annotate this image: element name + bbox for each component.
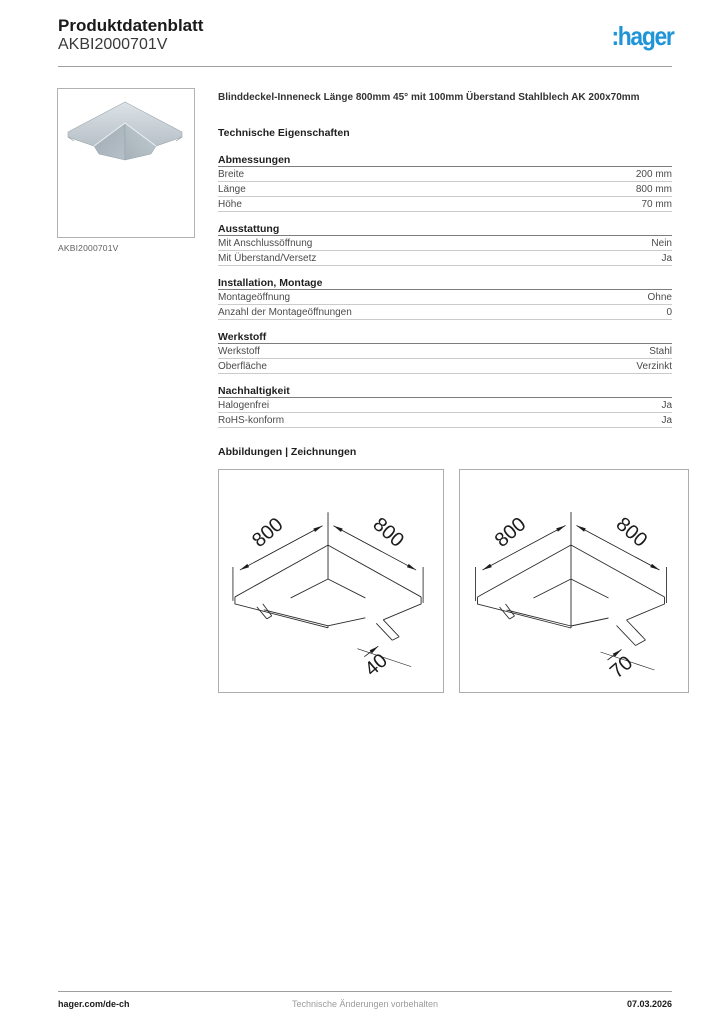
spec-section (218, 224, 672, 266)
spec-row (218, 398, 672, 413)
spec-section-title: Abmessungen (218, 155, 672, 167)
footer-divider (58, 991, 672, 992)
spec-row (218, 236, 672, 251)
article-number: AKBI2000701V (58, 36, 168, 53)
spec-value: Verzinkt (636, 360, 672, 372)
dim-label-right: 800 (368, 513, 408, 552)
spec-label: Mit Anschlussöffnung (218, 237, 313, 249)
dim-label-depth: 70 (605, 651, 638, 684)
header-divider (58, 66, 672, 67)
spec-label: Höhe (218, 198, 242, 210)
footer-url: hager.com/de-ch (58, 999, 130, 1009)
dim-label-left: 800 (490, 513, 531, 552)
spec-row (218, 305, 672, 320)
spec-label: RoHS-konform (218, 414, 285, 426)
spec-row (218, 290, 672, 305)
dim-label-depth: 40 (360, 649, 392, 681)
spec-value: Ja (661, 399, 672, 411)
technical-drawing-1 (218, 469, 444, 693)
spec-section-title: Werkstoff (218, 332, 672, 344)
spec-value: Ja (661, 252, 672, 264)
dim-label-left: 800 (248, 513, 288, 552)
spec-label: Länge (218, 183, 246, 195)
spec-row (218, 344, 672, 359)
spec-row (218, 251, 672, 266)
spec-label: Montageöffnung (218, 291, 291, 303)
spec-value: 800 mm (635, 183, 672, 195)
product-image (57, 88, 195, 238)
hager-logo: :hager (610, 21, 673, 51)
tech-properties-heading: Technische Eigenschaften (218, 127, 350, 139)
spec-row (218, 413, 672, 428)
spec-section (218, 278, 672, 320)
spec-value: Ohne (647, 291, 672, 303)
spec-row (218, 359, 672, 374)
spec-value: 0 (666, 306, 672, 318)
footer-date: 07.03.2026 (626, 999, 672, 1009)
footer-note: Technische Änderungen vorbehalten (291, 999, 439, 1009)
spec-value: Ja (661, 414, 672, 426)
product-title: Blinddeckel-Inneneck Länge 800mm 45° mit 100mm Überstand Stahlblech AK 200x70mm (218, 92, 640, 103)
product-image-caption: AKBI2000701V (58, 243, 119, 253)
page-title: Produktdatenblatt (58, 16, 204, 35)
spec-value: 200 mm (635, 168, 672, 180)
spec-section-title: Ausstattung (218, 224, 672, 236)
spec-label: Werkstoff (218, 345, 260, 357)
spec-section (218, 332, 672, 374)
dim-label-right: 800 (611, 513, 652, 552)
spec-row (218, 182, 672, 197)
spec-value: Nein (651, 237, 672, 249)
corner-piece-photo (58, 89, 194, 237)
spec-sections (218, 155, 672, 440)
drawings-heading: Abbildungen | Zeichnungen (218, 446, 357, 458)
spec-section-title: Nachhaltigkeit (218, 386, 672, 398)
spec-label: Anzahl der Montageöffnungen (218, 306, 352, 318)
spec-row (218, 167, 672, 182)
spec-value: 70 mm (641, 198, 672, 210)
spec-section (218, 155, 672, 212)
spec-label: Breite (218, 168, 245, 180)
spec-row (218, 197, 672, 212)
technical-drawing-2 (459, 469, 689, 693)
spec-section-title: Installation, Montage (218, 278, 672, 290)
spec-label: Mit Überstand/Versetz (218, 252, 317, 264)
spec-label: Oberfläche (218, 360, 267, 372)
spec-label: Halogenfrei (218, 399, 270, 411)
spec-value: Stahl (649, 345, 672, 357)
spec-section (218, 386, 672, 428)
